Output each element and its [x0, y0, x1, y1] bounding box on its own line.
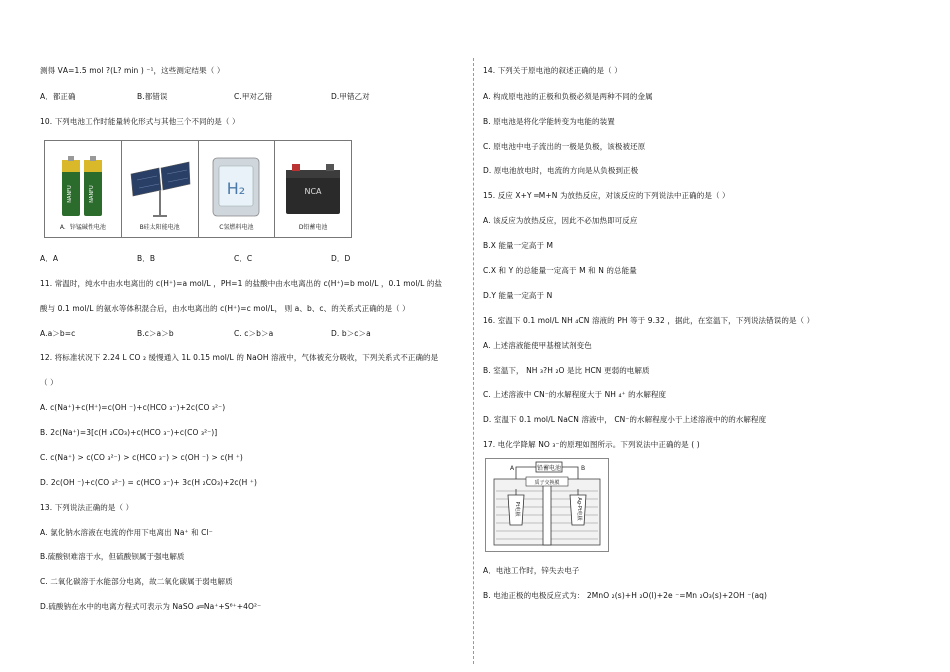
q11-option-c: C. c＞b＞a	[234, 329, 274, 338]
q13-option-a: A. 氯化钠水溶液在电流的作用下电离出 Na⁺ 和 Cl⁻	[40, 528, 213, 537]
q17-option-a: A．电池工作时，锌失去电子	[483, 566, 580, 575]
battery-d-caption: D铅蓄电池	[298, 224, 328, 231]
q10-option-d: D．D	[331, 254, 351, 263]
q9-option-a: A．都正确	[40, 92, 76, 101]
q15-option-a: A. 该反应为放热反应，因此不必加热即可反应	[483, 216, 638, 225]
lead-battery-label: 铅蓄电池	[536, 465, 562, 472]
q11-option-b: B.c＞a＞b	[137, 329, 174, 338]
q16-option-b: B. 室温下， NH ₃?H ₂O 是比 HCN 更弱的电解质	[483, 366, 650, 375]
q15-option-b: B.X 能量一定高于 M	[483, 241, 554, 250]
q10-options	[40, 254, 428, 264]
left-column	[40, 0, 470, 672]
battery-c	[199, 141, 276, 237]
q10-title: 10. 下列电池工作时能量转化形式与其他三个不同的是（ ）	[40, 117, 240, 126]
right-electrode-label: Ag-Pt电极	[576, 497, 582, 521]
q10-option-a: A．A	[40, 254, 59, 263]
battery-a	[45, 141, 122, 237]
terminal-a-label: A	[510, 465, 515, 472]
q17-option-b: B. 电池正极的电极反应式为： 2MnO ₂(s)+H ₂O(l)+2e ⁻=Mn ₂O₃(s)+2OH ⁻(aq)	[483, 591, 768, 600]
q11-line-2: 酸与 0.1 mol/L 的氨水等体积混合后，由水电离出的 c(H⁺)=c mol/L， 则 a、b、c、的关系式正确的是（ ）	[40, 304, 410, 313]
q13-option-d: D.硫酸钠在水中的电离方程式可表示为 NaSO ₄═Na⁺+S⁶⁺+4O²⁻	[40, 602, 262, 611]
q16-title: 16. 室温下 0.1 mol/L NH ₄CN 溶液的 PH 等于 9.32 ，据此，在室温下，下列说法错误的是（ ）	[483, 316, 815, 325]
battery-brand-1: NANFU	[66, 185, 73, 203]
lead-acid-battery-image	[280, 154, 346, 220]
right-column	[483, 0, 913, 672]
q9-option-d: D.甲错乙对	[331, 92, 370, 101]
q13-title: 13. 下列说法正确的是（ ）	[40, 503, 134, 512]
q15-option-c: C.X 和 Y 的总能量一定高于 M 和 N 的总能量	[483, 266, 637, 275]
q14-option-a: A. 构成原电池的正极和负极必须是两种不同的金属	[483, 92, 653, 101]
q13-option-b: B.硫酸钡难溶于水，但硫酸钡属于强电解质	[40, 552, 185, 561]
q15-option-d: D.Y 能量一定高于 N	[483, 291, 553, 300]
solar-panel-image	[127, 154, 193, 220]
proton-membrane	[543, 481, 551, 545]
q11-option-d: D. b＞c＞a	[331, 329, 371, 338]
q17-electrolysis-figure	[485, 458, 609, 552]
battery-a-caption: A．锌锰碱性电池	[59, 224, 106, 231]
q10-option-b: B．B	[137, 254, 156, 263]
q9-option-b: B.都错误	[137, 92, 168, 101]
q12-option-c: C. c(Na⁺) > c(CO ₃²⁻) > c(HCO ₃⁻) > c(OH ⁻) > c(H ⁺)	[40, 453, 243, 462]
battery-b	[122, 141, 199, 237]
terminal-b-label: B	[581, 465, 586, 472]
fuel-cell-image	[203, 154, 269, 220]
q11-options	[40, 329, 428, 339]
alkaline-battery-image	[50, 154, 116, 220]
column-divider	[473, 58, 474, 664]
q10-battery-images	[44, 140, 352, 238]
q12-option-d: D. 2c(OH ⁻)+c(CO ₃²⁻) = c(HCO ₃⁻)+ 3c(H ₂CO₃)+2c(H ⁺)	[40, 478, 257, 487]
q10-option-c: C．C	[234, 254, 253, 263]
q9-stem-end: 测得 VΑ=1.5 mol ?(L? min ) ⁻¹，这些测定结果（ ）	[40, 66, 225, 75]
left-electrode-label: Pt电极	[514, 501, 520, 517]
q12-line-2: （ ）	[40, 378, 58, 387]
q14-title: 14. 下列关于原电池的叙述正确的是（ ）	[483, 66, 622, 75]
q12-line-1: 12. 将标准状况下 2.24 L CO ₂ 缓慢通入 1L 0.15 mol/L 的 NaOH 溶液中，气体被充分吸收，下列关系式不正确的是	[40, 353, 439, 362]
battery-c-caption: C氢燃料电池	[219, 224, 254, 231]
q11-line-1: 11. 常温时，纯水中由水电离出的 c(H⁺)=a mol/L ，PH=1 的盐酸中由水电离出的 c(H⁺)=b mol/L ，0.1 mol/L 的盐	[40, 279, 443, 288]
battery-d-brand: NCA	[304, 187, 322, 196]
battery-b-caption: B硅太阳能电池	[139, 224, 180, 231]
q11-option-a: A.a＞b=c	[40, 329, 76, 338]
q16-option-c: C. 上述溶液中 CN⁻的水解程度大于 NH ₄⁺ 的水解程度	[483, 390, 667, 399]
hydrogen-symbol: H₂	[227, 179, 246, 198]
q15-title: 15. 反应 X+Y ═M+N 为放热反应，对该反应的下列说法中正确的是（ ）	[483, 191, 730, 200]
membrane-label: 质子交换膜	[534, 480, 560, 486]
battery-brand-2: NANFU	[88, 185, 95, 203]
q14-option-d: D. 原电池放电时，电流的方向是从负极到正极	[483, 166, 639, 175]
q17-title: 17. 电化学降解 NO ₃⁻的原理如图所示。下列说法中正确的是 ( )	[483, 440, 700, 449]
q16-option-a: A. 上述溶液能使甲基橙试剂变色	[483, 341, 592, 350]
q13-option-c: C. 二氧化碳溶于水能部分电离，故二氧化碳属于弱电解质	[40, 577, 233, 586]
q9-option-c: C.甲对乙错	[234, 92, 273, 101]
q14-option-c: C. 原电池中电子流出的一极是负极，该极被还原	[483, 142, 646, 151]
q9-options	[40, 92, 428, 102]
q12-option-b: B. 2c(Na⁺)=3[c(H ₂CO₃)+c(HCO ₃⁻)+c(CO ₃²⁻)]	[40, 428, 218, 437]
battery-d	[275, 141, 351, 237]
q14-option-b: B. 原电池是将化学能转变为电能的装置	[483, 117, 615, 126]
q12-option-a: A. c(Na⁺)+c(H⁺)=c(OH ⁻)+c(HCO ₃⁻)+2c(CO ₃²⁻)	[40, 403, 226, 412]
q16-option-d: D. 室温下 0.1 mol/L NaCN 溶液中， CN⁻的水解程度小于上述溶液中的的水解程度	[483, 415, 767, 424]
